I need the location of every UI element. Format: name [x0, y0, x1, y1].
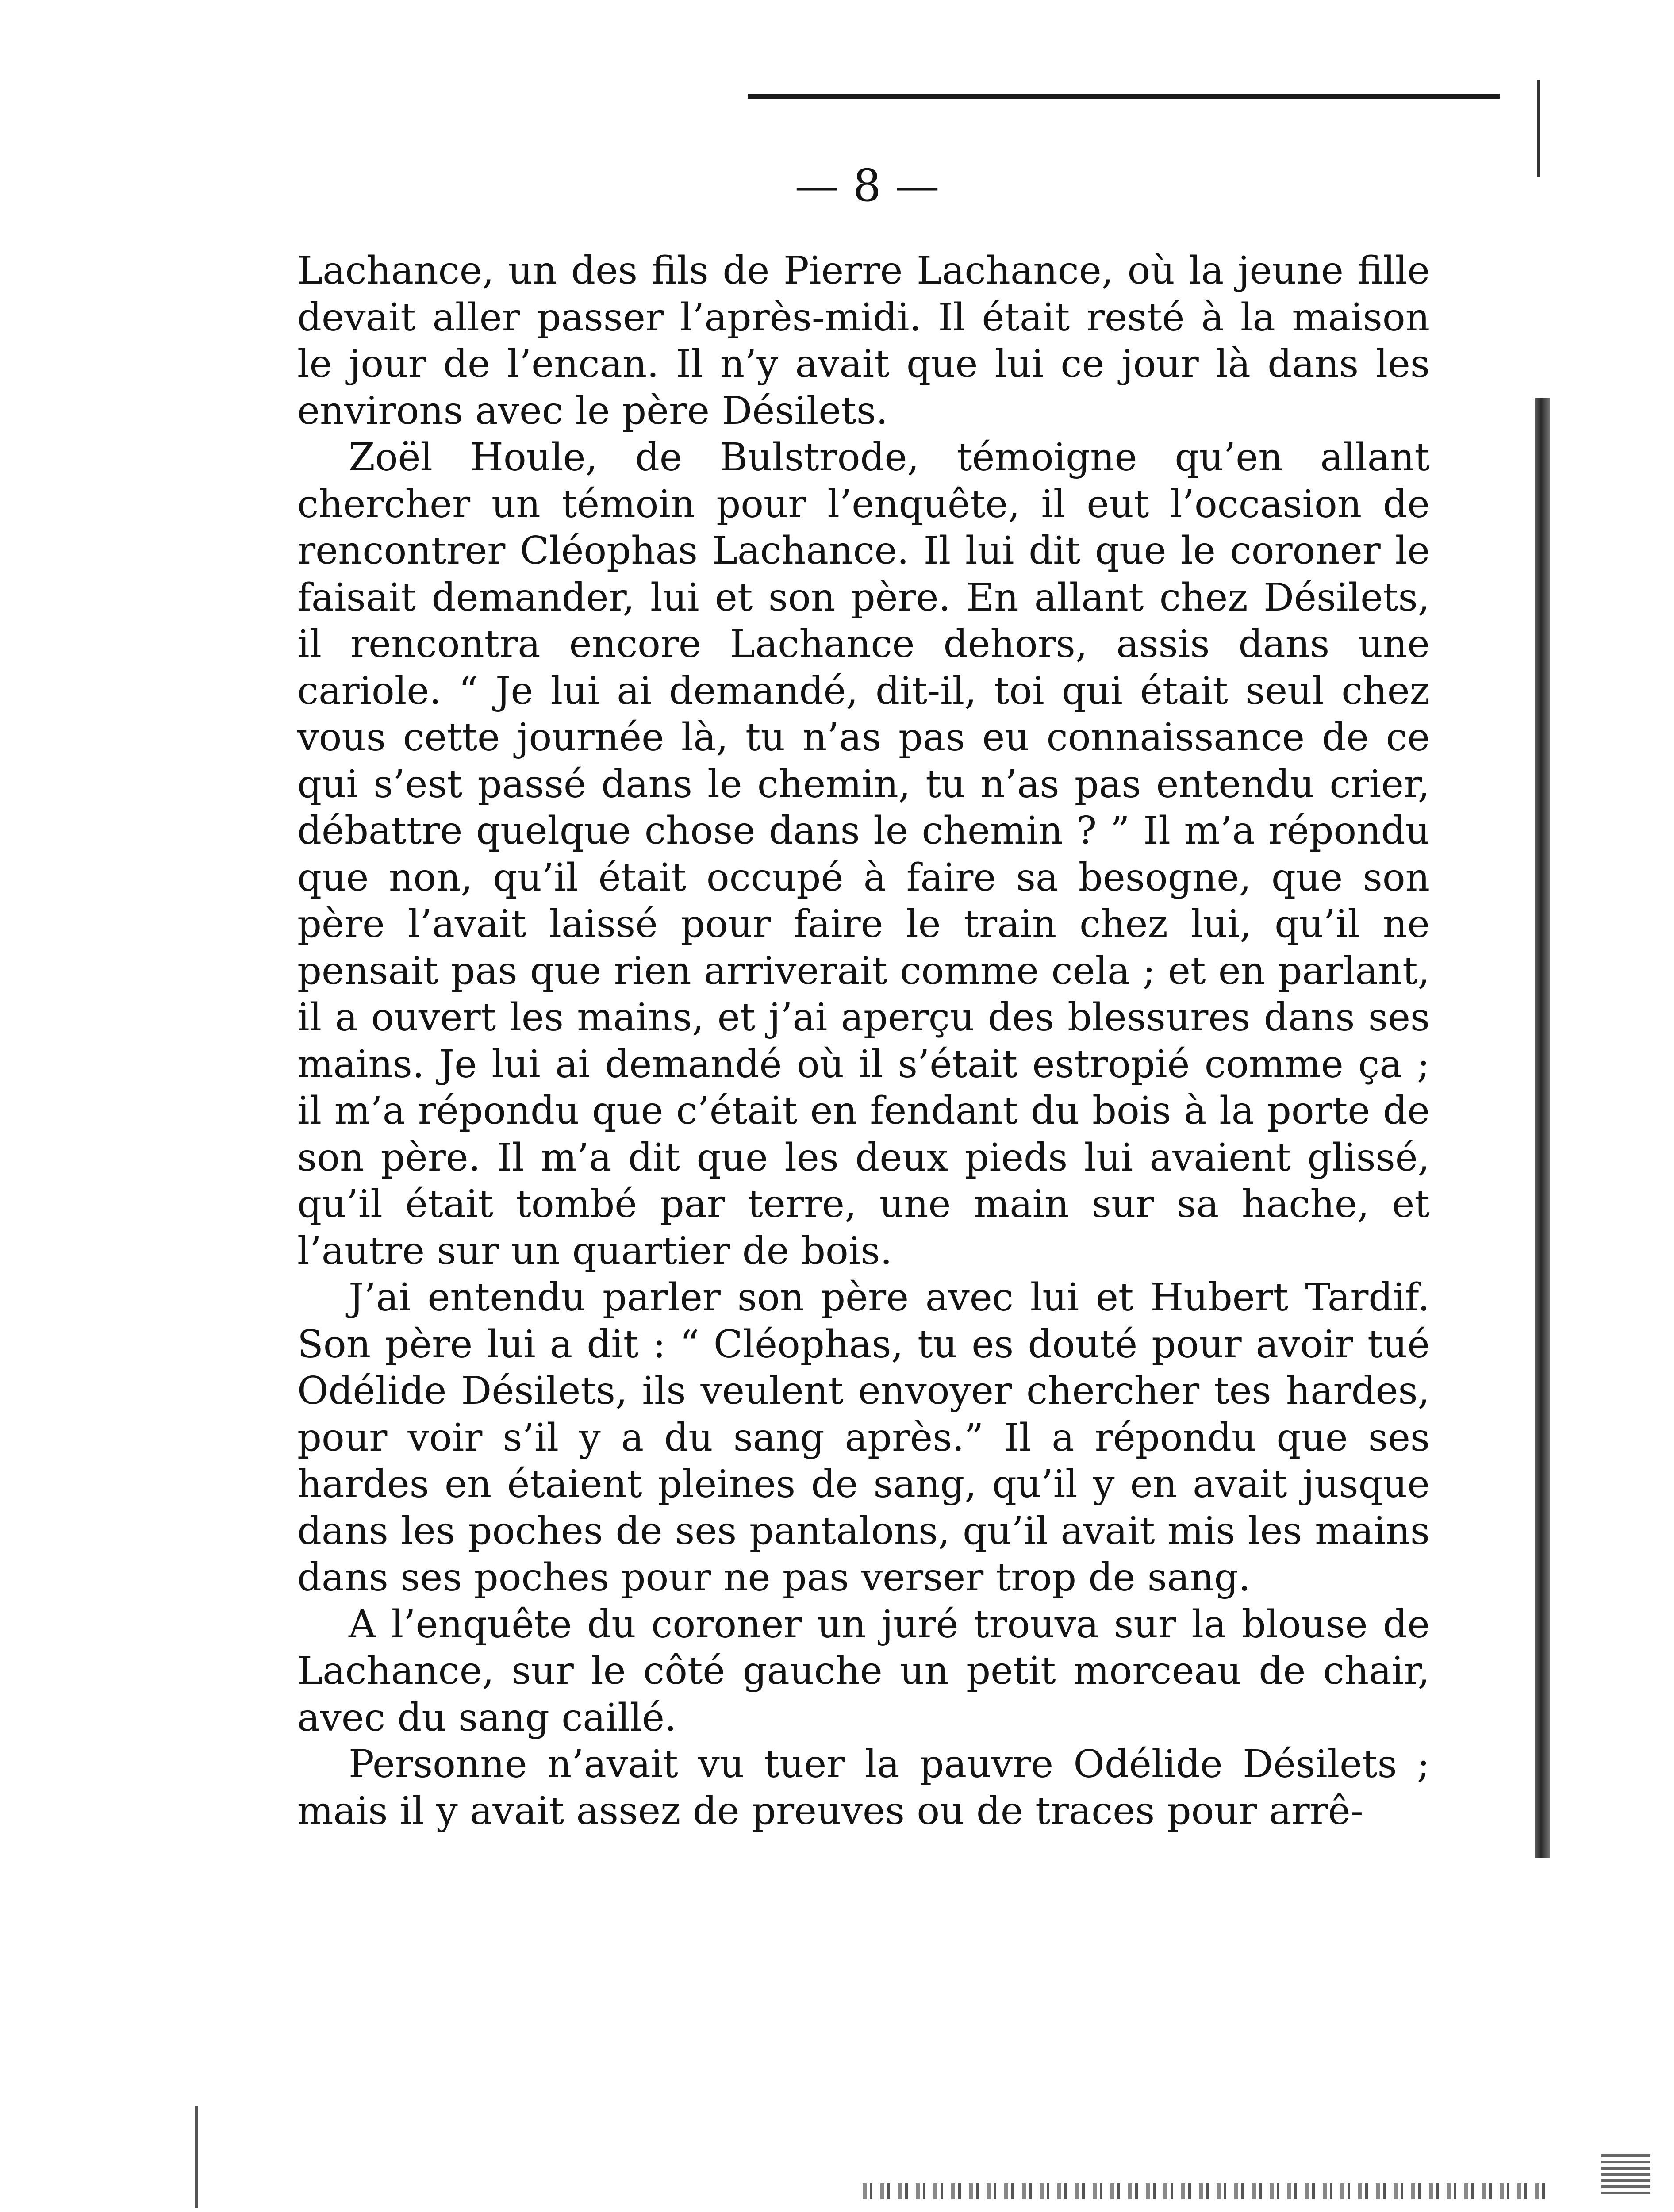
- scan-edge-mark: [1537, 80, 1540, 177]
- scan-edge-shadow: [1535, 398, 1550, 1858]
- paragraph: Lachance, un des fils de Pierre Lachance, où la jeune fille devait aller passer l’après-midi. Il était resté à la maison le jour de l’encan. Il n’y avait que lui ce jour là dans les environs avec le père Désilets.: [297, 249, 1430, 433]
- paragraph: A l’enquête du coroner un juré trouva sur la blouse de Lachance, sur le côté gauche un petit morceau de chair, avec du sang caillé.: [297, 1602, 1430, 1740]
- body-text: [297, 248, 1430, 1835]
- paragraph: Personne n’avait vu tuer la pauvre Odélide Désilets ; mais il y avait assez de preuves ou de traces pour arrê-: [297, 1742, 1430, 1833]
- page-number: — 8 —: [795, 160, 940, 211]
- scan-corner-noise: [1601, 2154, 1650, 2194]
- paragraph: J’ai entendu parler son père avec lui et Hubert Tardif. Son père lui a dit : “ Cléophas, tu es douté pour avoir tué Odélide Désilets, ils veulent envoyer chercher tes hardes, pour voir s’il y a du sang après.” Il a répondu que ses hardes en étaient pleines de sang, qu’il y en avait jusque dans les poches de ses pantalons, qu’il avait mis les mains dans ses poches pour ne pas verser trop de sang.: [297, 1275, 1430, 1600]
- scan-corner-mark: [195, 2106, 198, 2208]
- top-rule: [748, 94, 1500, 99]
- paragraph: Zoël Houle, de Bulstrode, témoigne qu’en allant chercher un témoin pour l’enquête, il eut l’occasion de rencontrer Cléophas Lachance. Il lui dit que le coroner le faisait demander, lui et son père. En allant chez Désilets, il rencontra encore Lachance dehors, assis dans une cariole. “ Je lui ai demandé, dit-il, toi qui était seul chez vous cette journée là, tu n’as pas eu connaissance de ce qui s’est passé dans le chemin, tu n’as pas entendu crier, débattre quelque chose dans le chemin ? ” Il m’a répondu que non, qu’il était occupé à faire sa besogne, que son père l’avait laissé pour faire le train chez lui, qu’il ne pensait pas que rien arriverait comme cela ; et en parlant, il a ouvert les mains, et j’ai aperçu des blessures dans ses mains. Je lui ai demandé où il s’était estropié comme ça ; il m’a répondu que c’était en fendant du bois à la porte de son père. Il m’a dit que les deux pieds lui avaient glissé, qu’il était tombé par terre, une main sur sa hache, et l’autre sur un quartier de bois.: [297, 435, 1430, 1273]
- scan-bottom-noise: [863, 2183, 1553, 2199]
